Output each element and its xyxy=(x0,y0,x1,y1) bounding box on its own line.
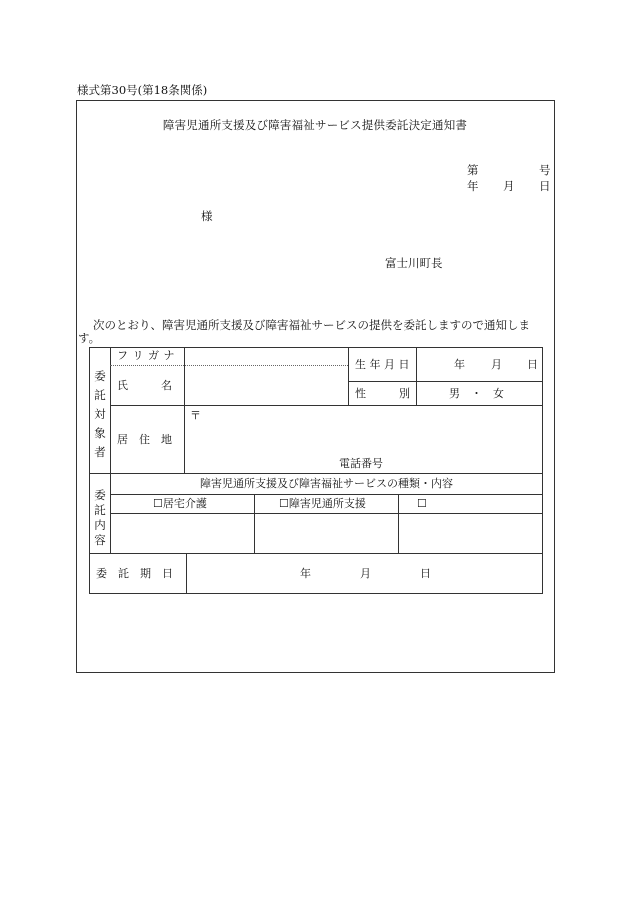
option-child-day-support: ☐障害児通所支援 xyxy=(279,497,366,510)
option-other: ☐ xyxy=(417,497,427,510)
birth-hi: 日 xyxy=(527,358,538,371)
period-label: 委 託 期 日 xyxy=(96,567,173,580)
service-type-header: 障害児通所支援及び障害福祉サービスの種類・内容 xyxy=(200,477,453,490)
document-title: 障害児通所支援及び障害福祉サービス提供委託決定通知書 xyxy=(162,118,468,132)
birthdate-label: 生 年 月 日 xyxy=(355,358,410,371)
recipient-suffix: 様 xyxy=(201,209,213,223)
birth-nen: 年 xyxy=(454,358,465,371)
period-hi: 日 xyxy=(420,567,431,580)
period-tsuki: 月 xyxy=(360,567,371,580)
issuer-name: 富士川町長 xyxy=(385,256,443,270)
phone-label: 電話番号 xyxy=(339,457,383,470)
period-nen: 年 xyxy=(300,567,311,580)
name-label: 氏 名 xyxy=(117,379,172,392)
option-home-care: ☐居宅介護 xyxy=(153,497,207,510)
body-text-line1: 次のとおり、障害児通所支援及び障害福祉サービスの提供を委託しますので通知しま xyxy=(93,318,530,332)
postal-mark: 〒 xyxy=(190,409,201,422)
address-label: 居 住 地 xyxy=(117,433,172,446)
number-dai: 第 xyxy=(467,163,479,177)
date-hi: 日 xyxy=(539,179,551,193)
date-nen: 年 xyxy=(467,179,479,193)
number-go: 号 xyxy=(539,163,551,177)
form-number-label: 様式第30号(第18条関係) xyxy=(77,83,208,97)
gender-options: 男 ・ 女 xyxy=(449,387,504,400)
furigana-label: フ リ ガ ナ xyxy=(117,349,175,362)
gender-label: 性 別 xyxy=(355,387,410,400)
birth-tsuki: 月 xyxy=(491,358,502,371)
body-text-line2: す。 xyxy=(78,331,101,345)
date-tsuki: 月 xyxy=(503,179,515,193)
